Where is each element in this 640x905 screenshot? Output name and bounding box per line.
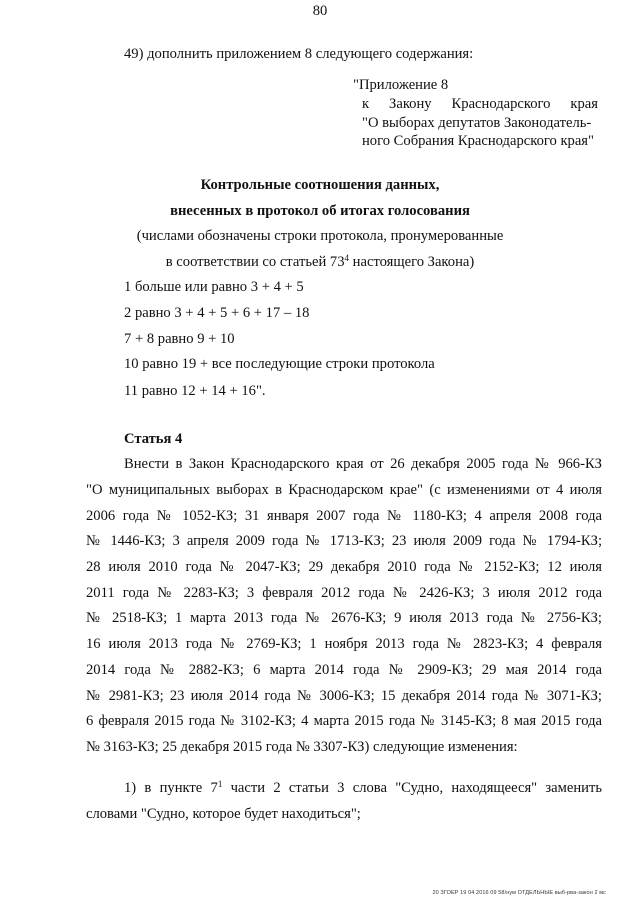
heading-line-1: Контрольные соотношения данных,	[200, 177, 440, 193]
article-line: № 2981-КЗ; 23 июля 2014 года № 3006-КЗ; 15 декабря 2014 года № 3071-КЗ;	[86, 688, 602, 704]
superscript-4: 4	[344, 253, 350, 263]
item-1-line-2: словами "Судно, которое будет находиться";	[86, 806, 361, 822]
article-line: № 1446-КЗ; 3 апреля 2009 года № 1713-КЗ; 23 июля 2009 года № 1794-КЗ;	[86, 533, 602, 549]
article-line: № 3163-КЗ; 25 декабря 2015 года № 3307-КЗ) следующие изменения:	[86, 739, 518, 755]
relation-item: 7 + 8 равно 9 + 10	[124, 331, 235, 347]
relation-item: 10 равно 19 + все последующие строки протокола	[124, 356, 435, 372]
item-1-line-1	[124, 779, 602, 797]
article-line: "О муниципальных выборах в Краснодарском крае" (с изменениями от 4 июля	[86, 482, 602, 498]
article-line: Внести в Закон Краснодарского края от 26 декабря 2005 года № 966-КЗ	[124, 456, 602, 472]
article-line: 2006 года № 1052-КЗ; 31 января 2007 года № 1180-КЗ; 4 апреля 2008 года	[86, 508, 602, 524]
article-line: 6 февраля 2015 года № 3102-КЗ; 4 марта 2015 года № 3145-КЗ; 8 мая 2015 года	[86, 713, 602, 729]
relation-item: 2 равно 3 + 4 + 5 + 6 + 17 – 18	[124, 305, 310, 321]
article-line: 2014 года № 2882-КЗ; 6 марта 2014 года № 2909-КЗ; 29 мая 2014 года	[86, 662, 602, 678]
appendix-line-3: "О выборах депутатов Законодатель-	[362, 115, 592, 131]
appendix-line-4: ного Собрания Краснодарского края"	[362, 133, 594, 149]
relation-item: 11 равно 12 + 14 + 16".	[124, 383, 266, 399]
heading-line-4	[0, 253, 640, 271]
article-line: № 2518-КЗ; 1 марта 2013 года № 2676-КЗ; 9 июля 2013 года № 2756-КЗ;	[86, 610, 602, 626]
article-line: 16 июля 2013 года № 2769-КЗ; 1 ноября 2013 года № 2823-КЗ; 4 февраля	[86, 636, 602, 652]
heading-line-4-text: в соответствии со статьей 73	[165, 254, 345, 270]
article-line: 28 июля 2010 года № 2047-КЗ; 29 декабря 2010 года № 2152-КЗ; 12 июля	[86, 559, 602, 575]
page-number: 80	[312, 3, 328, 19]
appendix-title: "Приложение 8	[353, 77, 449, 93]
heading-line-3: (числами обозначены строки протокола, пронумерованные	[136, 228, 504, 244]
heading-line-2: внесенных в протокол об итогах голосования	[170, 203, 470, 219]
relation-item: 1 больше или равно 3 + 4 + 5	[124, 279, 304, 295]
item-1-text-a: 1) в пункте 7	[124, 780, 218, 796]
intro-line: 49) дополнить приложением 8 следующего содержания:	[124, 46, 474, 62]
article-title: Статья 4	[124, 431, 183, 447]
appendix-line-2: к Закону Краснодарского края	[362, 96, 598, 112]
item-1-text-b: части 2 статьи 3 слова "Судно, находящееся" заменить	[222, 780, 602, 796]
article-line: 2011 года № 2283-КЗ; 3 февраля 2012 года № 2426-КЗ; 3 июля 2012 года	[86, 585, 602, 601]
footer-stamp: 20 ЗГОЕР 19 04 2016 09 58/нум ОТДЕЛЬНЫЕ выб-рва-закон 2 мс	[432, 890, 606, 896]
superscript-1: 1	[217, 779, 223, 789]
heading-line-4-tail: настоящего Закона)	[349, 254, 475, 270]
